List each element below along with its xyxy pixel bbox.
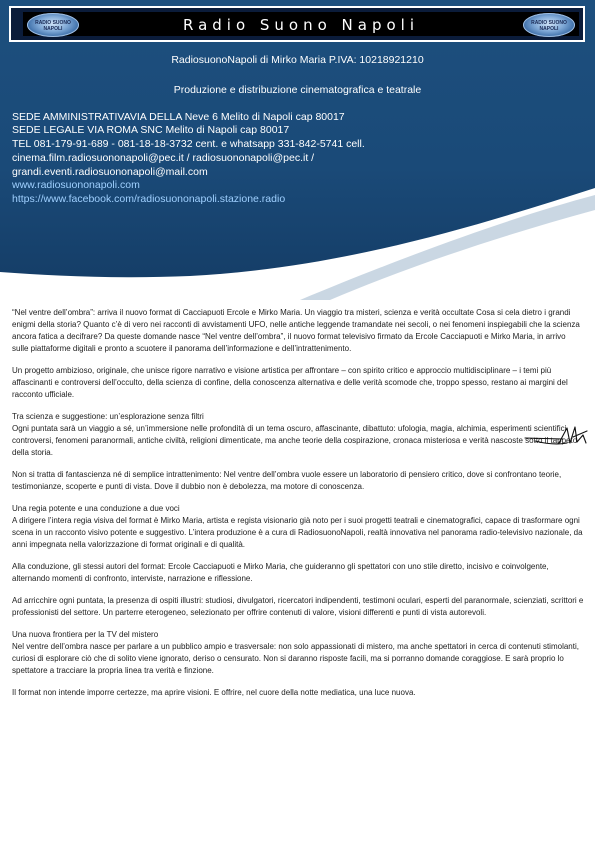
header-banner: [9, 6, 585, 42]
website-link[interactable]: www.radiosuononapoli.com: [12, 179, 140, 191]
phone-line: TEL 081-179-91-689 - 081-18-18-3732 cent. e whatsapp 331-842-5741 cell.: [12, 138, 365, 150]
paragraph: Ad arricchire ogni puntata, la presenza di ospiti illustri: studiosi, divulgatori, ricercatori indipendenti, testimoni oculari, esperti del paranormale, scienziati, scrittori e professionisti del settore. Un parterre eterogeneo, selezionato per offrire contenuti di valore, visioni differenti e punti di vista autorevoli.: [12, 596, 584, 617]
section-heading: Una nuova frontiera per la TV del mistero: [12, 630, 159, 639]
signature-icon: [523, 423, 589, 449]
banner-strip: [23, 12, 579, 36]
company-activity: Produzione e distribuzione cinematografica e teatrale: [173, 84, 422, 96]
paragraph: Non si tratta di fantascienza né di semplice intrattenimento: Nel ventre dell’ombra vuole essere un laboratorio di pensiero critico, dove si confrontano teorie, testimonianze, scoperte e punti di vista. Dove il dubbio non è debolezza, ma motore di conoscenza.: [12, 470, 562, 491]
section-heading: Tra scienza e suggestione: un’esplorazione senza filtri: [12, 412, 204, 421]
globe-logo-left: [27, 13, 79, 37]
paragraph: A dirigere l’intera regia visiva del format è Mirko Maria, artista e regista visionario già noto per i suoi progetti teatrali e cinematografici, capace di trasformare ogni scena in un racconto visivo potente e suggestivo. L’intera produzione è a cura di RadiosuonoNapoli, realtà innovativa nel panorama radio-televisivo nazionale, da anni impegnata nella valorizzazione di format originali e di qualità.: [12, 516, 583, 549]
globe-logo-text: RADIO SUONO NAPOLI: [35, 20, 71, 32]
email-line: cinema.film.radiosuononapoli@pec.it / radiosuononapoli@pec.it /: [12, 152, 315, 164]
paragraph: Ogni puntata sarà un viaggio a sé, un’immersione nelle profondità di un tema oscuro, affascinante, dibattuto: ufologia, magia, alchimia, esperimenti scientifici controversi, fenomeni paranormali, antiche civiltà, religioni dimenticate, ma anche teorie della cospirazione, cronaca misteriosa e verità nascoste sotto il tappeto della storia.: [12, 424, 578, 457]
globe-logo-text: RADIO SUONO NAPOLI: [531, 20, 567, 32]
company-name: RadiosuonoNapoli di Mirko Maria P.IVA: 10218921210: [171, 54, 424, 66]
email-line: grandi.eventi.radiosuononapoli@mail.com: [12, 166, 208, 178]
address-line: SEDE AMMINISTRATIVAVIA DELLA Neve 6 Melito di Napoli cap 80017: [12, 111, 345, 123]
facebook-link[interactable]: https://www.facebook.com/radiosuononapoli.stazione.radio: [12, 193, 286, 205]
paragraph: Alla conduzione, gli stessi autori del format: Ercole Cacciapuoti e Mirko Maria, che guideranno gli spettatori con uno stile diretto, incisivo e coinvolgente, alternando momenti di confronto, interviste, narrazione e riflessione.: [12, 562, 549, 583]
address-line: SEDE LEGALE VIA ROMA SNC Melito di Napoli cap 80017: [12, 124, 290, 136]
article-body: [12, 307, 584, 709]
banner-title: Radio Suono Napoli: [182, 16, 420, 34]
paragraph: Un progetto ambizioso, originale, che unisce rigore narrativo e visione artistica per affrontare – con spirito critico e approccio multidisciplinare – i temi più affascinanti e controversi dell’occulto, della scienza di confine, della conoscenza alternativa e delle verità scomode che, troppo spesso, restano ai margini del racconto ufficiale.: [12, 366, 568, 399]
paragraph: Il format non intende imporre certezze, ma aprire visioni. E offrire, nel cuore della notte mediatica, una luce nuova.: [12, 688, 416, 697]
globe-logo-right: [523, 13, 575, 37]
paragraph: “Nel ventre dell’ombra”: arriva il nuovo format di Cacciapuoti Ercole e Mirko Maria. Un viaggio tra misteri, scienza e verità occultate Cosa si cela dietro i grandi enigmi della storia? Quanto c’è di vero nei racconti di avvistamenti UFO, nelle antiche leggende tramandate nei secoli, o nei fenomeni inspiegabili che la scienza ancora fatica a decifrare? Da queste domande nasce “Nel ventre dell’ombra”, il nuovo format televisivo firmato da Ercole Cacciapuoti e Mirko Maria, in arrivo sulle piattaforme digitali e pronto a scuotere il panorama dell’informazione e dell’intrattenimento.: [12, 308, 580, 353]
section-heading: Una regia potente e una conduzione a due voci: [12, 504, 180, 513]
paragraph: Nel ventre dell’ombra nasce per parlare a un pubblico ampio e trasversale: non solo appassionati di mistero, ma anche spettatori in cerca di contenuti stimolanti, curiosi di esplorare ciò che di solito viene ignorato, deriso o censurato. Non si daranno risposte facili, ma si porranno domande coraggiose. E sarà proprio lo spettatore a tracciare la propria linea tra verità e finzione.: [12, 642, 579, 675]
